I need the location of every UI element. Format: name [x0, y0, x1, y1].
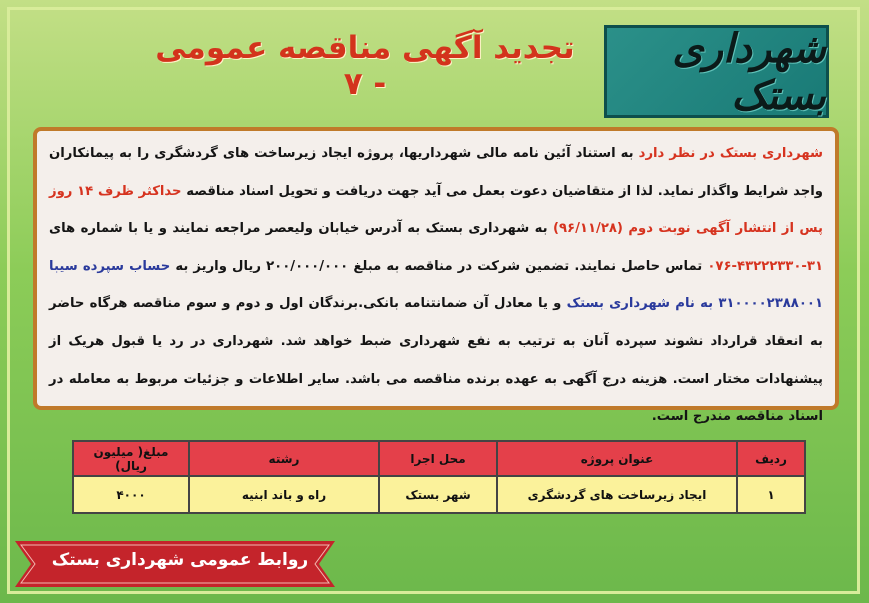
notice-segment-3: به شهرداری بستک به آدرس خیابان ولیعصر مراجعه نمایند و یا با شماره های [49, 221, 553, 237]
notice-segment-5: تماس حاصل نمایند. تضمین شرکت در مناقصه به مبلغ ۲۰۰/۰۰۰/۰۰۰ ریال واریز به [170, 258, 708, 274]
notice-segment-0: شهرداری بستک در نظر دارد [638, 146, 823, 161]
table-header-row [73, 441, 805, 476]
logo-text: شهرداری بستک [672, 24, 826, 119]
header-location: محل اجرا [379, 441, 497, 476]
header-amount: مبلغ( میلیون ریال) [73, 441, 189, 476]
notice-segment-7: و یا معادل آن ضمانتنامه بانکی.برندگان اول و دوم و سوم مناقصه هرگاه حاضر به انعقاد قرارداد نشوند سپرده آنان به ترتیب به نفع شهرداری ضبط خواهد شد. شهرداری در رد یا قبول هریک از پیشنهادات مختار است. هزینه درج آگهی به عهده برنده مناقصه می باشد. سایر اطلاعات و جزئیات مربوط به معامله در اسناد مناقصه مندرج است. [49, 296, 823, 425]
notice-segment-1: به استناد آئین نامه مالی شهرداریها، پروژه ایجاد زیرساخت های گردشگری را به پیمانکاران واجد شرایط واگذار نماید. لذا از متقاضیان دعوت بعمل می آید جهت دریافت و تحویل اسناد مناقصه [49, 146, 823, 199]
notice-segment-6: حساب سپرده سیبا ۳۱۰۰۰۰۲۳۸۸۰۰۱ به نام شهرداری بستک [49, 258, 823, 312]
logo-box [604, 25, 829, 118]
cell-field: راه و باند ابنیه [189, 476, 379, 513]
table-row [73, 476, 805, 513]
footer-text: روابط عمومی شهرداری بستک [51, 550, 309, 570]
notice-segment-4: ۳۱-۴۳۲۲۲۳۳۰-۰۷۶ [707, 258, 824, 274]
footer-ribbon [15, 541, 335, 587]
tender-table [72, 440, 806, 514]
header-field: رشته [189, 441, 379, 476]
cell-amount: ۴۰۰۰ [73, 476, 189, 513]
header-project-title: عنوان پروژه [497, 441, 737, 476]
header-row-number: ردیف [737, 441, 805, 476]
cell-location: شهر بستک [379, 476, 497, 513]
notice-segment-2: حداکثر ظرف ۱۴ روز پس از انتشار آگهی نوبت دوم (۹۶/۱۱/۲۸) [49, 183, 823, 237]
notice-title: تجدید آگهی مناقصه عمومی - ۷ [155, 30, 575, 102]
cell-row-number: ۱ [737, 476, 805, 513]
notice-paragraph [49, 135, 823, 436]
cell-project-title: ایجاد زیرساخت های گردشگری [497, 476, 737, 513]
notice-panel [33, 127, 839, 425]
